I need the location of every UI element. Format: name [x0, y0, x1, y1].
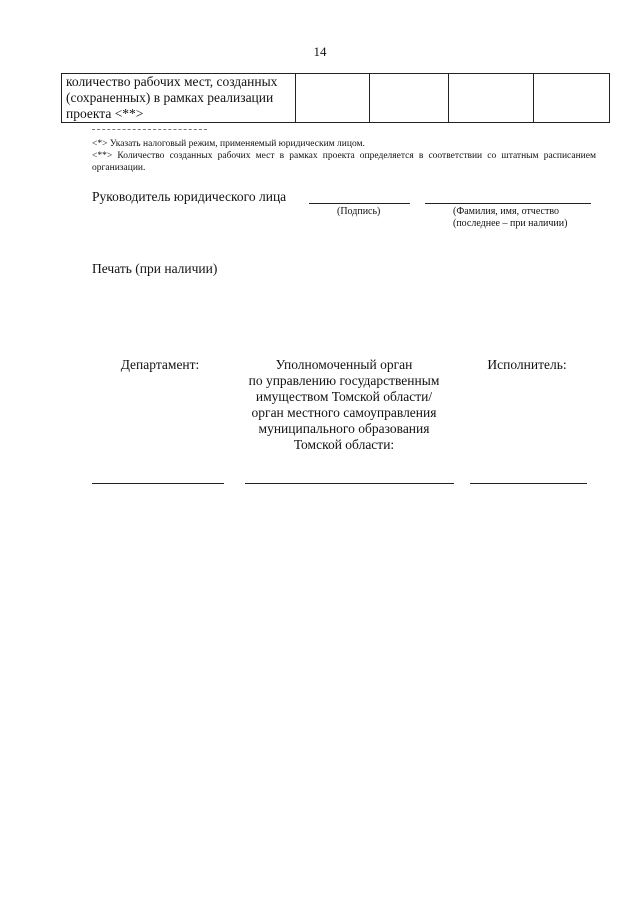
- table-cell: [534, 74, 610, 123]
- footnote-separator: [92, 129, 207, 130]
- footnote-jobs-count: <**> Количество созданных рабочих мест в рамках проекта определяется в соответствии со штатным расписанием организации.: [92, 151, 596, 173]
- footnote-tax-regime: <*> Указать налоговый режим, применяемый юридическим лицом.: [92, 139, 365, 149]
- page-number: 14: [313, 44, 327, 59]
- signature-caption: (Подпись): [337, 206, 381, 217]
- table-row: [62, 74, 610, 123]
- seal-label: Печать (при наличии): [92, 261, 218, 276]
- authority-title-line: по управлению государственным: [248, 373, 440, 388]
- authority-title-line: орган местного самоуправления: [251, 405, 437, 420]
- department-title: Департамент:: [120, 357, 200, 372]
- head-of-entity-label: Руководитель юридического лица: [92, 189, 287, 204]
- department-signature-line: [92, 483, 224, 484]
- authority-title-line: Уполномоченный орган: [275, 357, 413, 372]
- table-row-label: количество рабочих мест, созданных (сохраненных) в рамках реализации проекта <**>: [62, 74, 296, 123]
- signature-line: [309, 203, 410, 204]
- executor-signature-line: [470, 483, 587, 484]
- table-cell: [296, 74, 370, 123]
- table-cell: [449, 74, 534, 123]
- executor-title: Исполнитель:: [487, 357, 567, 372]
- full-name-caption: (Фамилия, имя, отчество: [453, 206, 559, 217]
- jobs-table: [61, 73, 610, 123]
- authority-title-line: имуществом Томской области/: [255, 389, 433, 404]
- authority-signature-line: [245, 483, 454, 484]
- authority-title-line: Томской области:: [293, 437, 395, 452]
- full-name-line: [425, 203, 591, 204]
- authority-title: [226, 357, 462, 453]
- authority-title-line: муниципального образования: [258, 421, 430, 436]
- table-cell: [370, 74, 449, 123]
- full-name-caption-note: (последнее – при наличии): [453, 218, 568, 229]
